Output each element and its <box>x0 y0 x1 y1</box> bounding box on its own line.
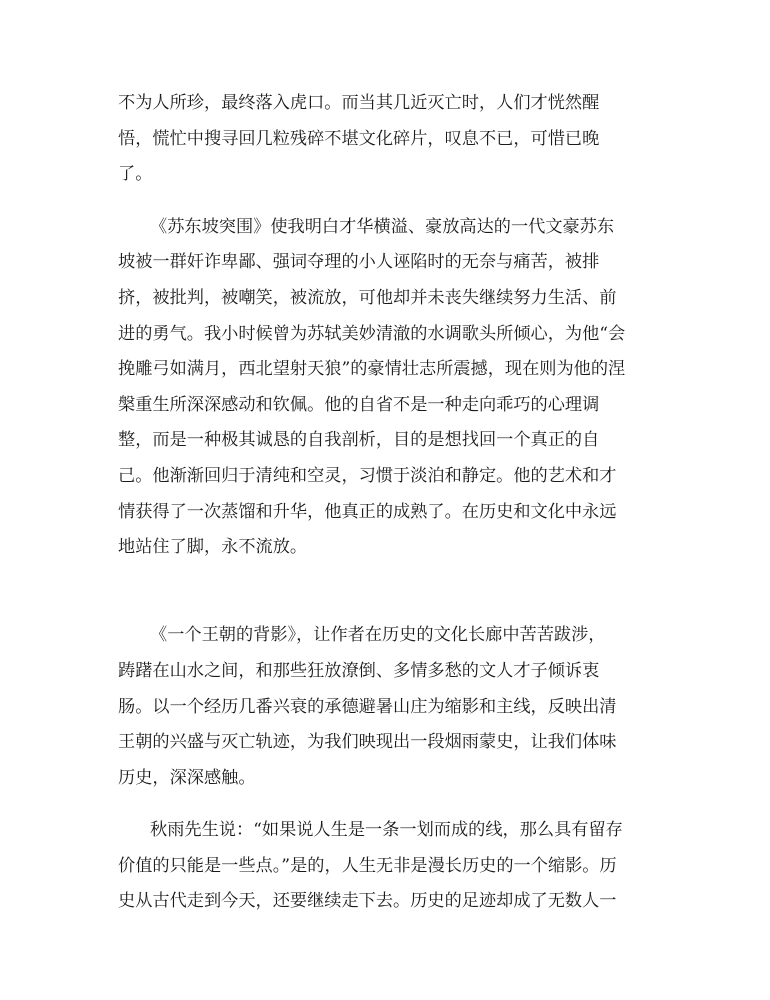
text-line: 己。他渐渐回归于清纯和空灵，习惯于淡泊和静定。他的艺术和才 <box>118 465 617 486</box>
text-line: 肠。以一个经历几番兴衰的承德避暑山庄为缩影和主线，反映出清 <box>118 696 617 717</box>
paragraph-2 <box>118 210 663 602</box>
paragraph-1 <box>118 86 663 193</box>
text-line: 历史，深深感触。 <box>118 767 256 788</box>
text-line: 了。 <box>118 164 153 185</box>
text-line: 整，而是一种极其诚恳的自我剖析，目的是想找回一个真正的自 <box>118 430 600 451</box>
document-body <box>118 86 663 920</box>
paragraph-3 <box>118 618 663 796</box>
text-line: 地站住了脚，永不流放。 <box>118 537 308 558</box>
paragraph-spacer <box>118 796 663 813</box>
text-line: 情获得了一次蒸馏和升华，他真正的成熟了。在历史和文化中永远 <box>118 501 617 522</box>
text-line: 秋雨先生说：“如果说人生是一条一划而成的线，那么具有留存 <box>150 820 623 841</box>
paragraph-spacer <box>118 601 663 618</box>
text-line: 悟，慌忙中搜寻回几粒残碎不堪文化碎片，叹息不已，可惜已晚 <box>118 128 600 149</box>
text-line: 槃重生所深深感动和钦佩。他的自省不是一种走向乖巧的心理调 <box>118 394 600 415</box>
text-line: 《苏东坡突围》使我明白才华横溢、豪放高达的一代文豪苏东 <box>150 216 615 237</box>
paragraph-spacer <box>118 193 663 210</box>
paragraph-4 <box>118 813 663 920</box>
text-line: 史从古代走到今天，还要继续走下去。历史的足迹却成了无数人一 <box>118 891 617 912</box>
text-line: 不为人所珍，最终落入虎口。而当其几近灭亡时，人们才恍然醒 <box>118 93 600 113</box>
text-line: 坡被一群奸诈卑鄙、强词夺理的小人诬陷时的无奈与痛苦，被排 <box>118 252 600 273</box>
text-line: 进的勇气。我小时候曾为苏轼美妙清澈的水调歌头所倾心，为他“会 <box>118 323 626 344</box>
text-line: 踌躇在山水之间，和那些狂放潦倒、多情多愁的文人才子倾诉衷 <box>118 660 600 681</box>
text-line: 《一个王朝的背影》，让作者在历史的文化长廊中苦苦跋涉， <box>150 625 606 646</box>
text-line: 挤，被批判，被嘲笑，被流放，可他却并未丧失继续努力生活、前 <box>118 287 617 308</box>
text-line: 价值的只能是一些点。”是的，人生无非是漫长历史的一个缩影。历 <box>118 855 617 876</box>
text-line <box>118 566 663 602</box>
text-line: 王朝的兴盛与灭亡轨迹，为我们映现出一段烟雨蒙史，让我们体味 <box>118 732 617 753</box>
text-line: 挽雕弓如满月，西北望射天狼”的豪情壮志所震撼，现在则为他的涅 <box>118 359 626 380</box>
